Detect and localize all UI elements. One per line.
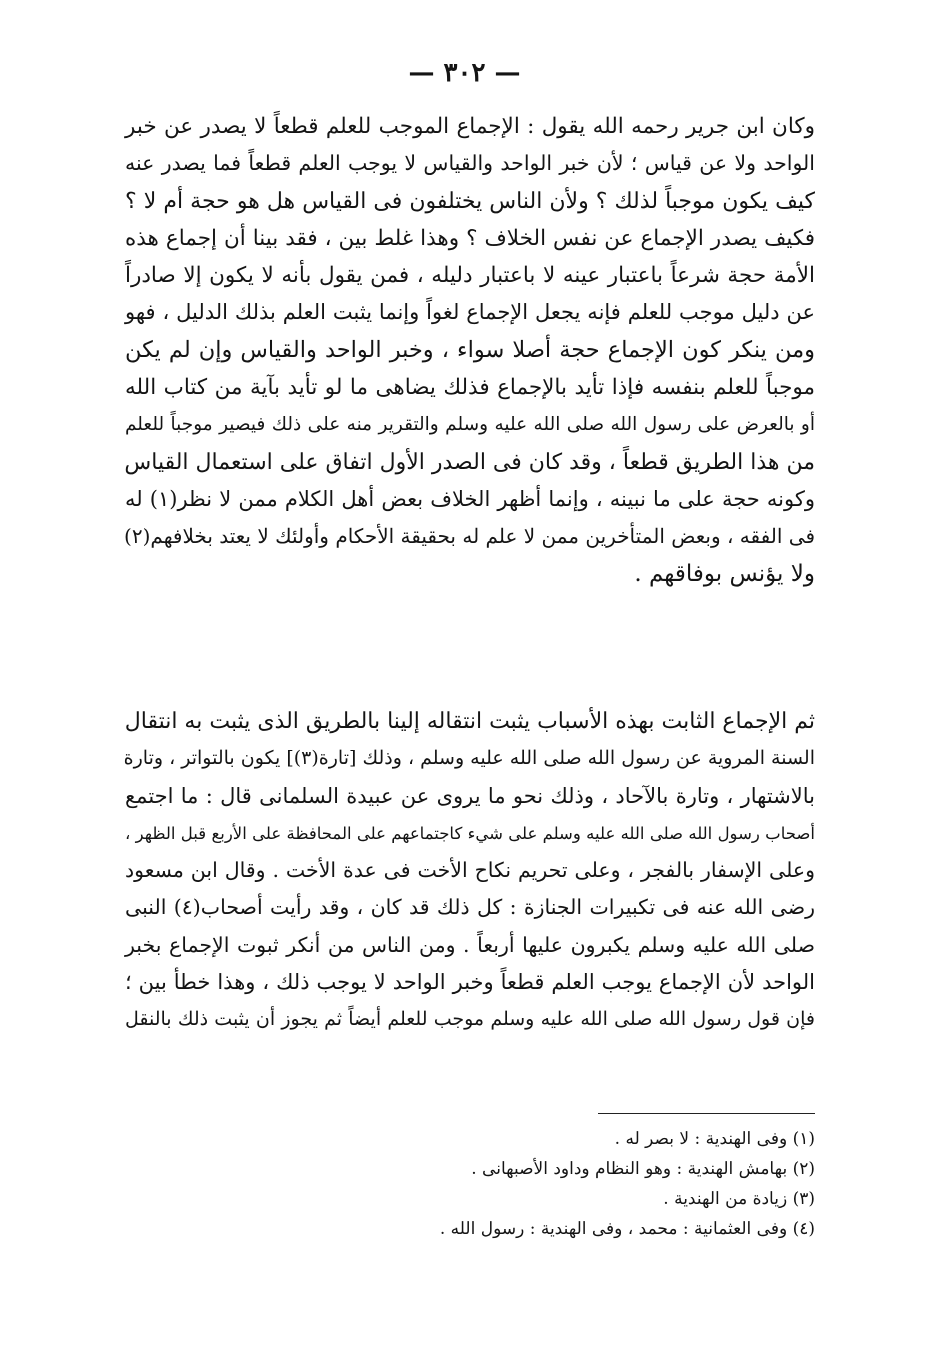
text-line: أصحاب رسول الله صلى الله عليه وسلم على شيء كاجتماعهم على المحافظة على الأربع قبل الظهر ، — [125, 823, 815, 843]
text-line: عن دليل موجب للعلم فإنه يجعل الإجماع لغواً وإنما يثبت العلم بذلك الدليل ، فهو — [125, 300, 815, 325]
text-line: رضى الله عنه فى تكبيرات الجنازة : كل ذلك قد كان ، وقد رأيت أصحاب(٤) النبى — [125, 895, 816, 920]
text-line: فكيف يصدر الإجماع عن نفس الخلاف ؟ وهذا غلط بين ، فقد بينا أن إجماع هذه — [125, 225, 815, 251]
footnote-1: (١) وفى الهندية : لا بصر له . — [614, 1129, 815, 1149]
text-line: ثم الإجماع الثابت بهذه الأسباب يثبت انتقاله إلينا بالطريق الذى يثبت به انتقال — [124, 709, 815, 734]
text-line: السنة المروية عن رسول الله صلى الله عليه وسلم ، وذلك [تارة(٣)] يكون بالتواتر ، وتارة — [123, 747, 815, 770]
text-line: الواحد لأن الإجماع يوجب العلم قطعاً وخبر الواحد لا يوجب ذلك ، وهذا خطأ بين ؛ — [125, 970, 815, 995]
text-line: بالاشتهار ، وتارة بالآحاد ، وذلك نحو ما يروى عن عبيدة السلمانى قال : ما اجتمع — [125, 783, 815, 808]
footnote-3: (٣) زيادة من الهندية . — [663, 1189, 815, 1209]
footnote-2: (٢) بهامش الهندية : وهو النظام وداود الأصبهانى . — [471, 1159, 815, 1179]
text-line: ولا يؤنس بوفاقهم . — [634, 560, 815, 587]
text-line: من هذا الطريق قطعاً ، وقد كان فى الصدر الأول اتفاق على استعمال القياس — [124, 449, 815, 475]
text-line: فى الفقه ، وبعض المتأخرين ممن لا علم له بحقيقة الأحكام وأولئك لا يعتد بخلافهم(٢) — [124, 524, 815, 549]
text-line: الواحد ولا عن قياس ؛ لأن خبر الواحد والقياس لا يوجب العلم قطعاً فما يصدر عنه — [125, 151, 815, 176]
text-line: فإن قول رسول الله صلى الله عليه وسلم موجب للعلم أيضاً ثم يجوز أن يثبت ذلك بالنقل — [125, 1008, 815, 1031]
text-line: ومن ينكر كون الإجماع حجة أصلا سواء ، وخبر الواحد والقياس وإن لم يكن — [125, 336, 815, 363]
paragraph-2 — [125, 703, 815, 1039]
text-line: موجباً للعلم بنفسه فإذا تأيد بالإجماع فذلك يضاهى ما لو تأيد بآية من كتاب الله — [125, 375, 815, 401]
page-number: — ٣٠٢ — — [408, 58, 521, 88]
text-line: وعلى الإسفار بالفجر ، وعلى تحريم نكاح الأخت فى عدة الأخت . وقال ابن مسعود — [125, 858, 815, 883]
text-line: أو بالعرض على رسول الله صلى الله عليه وسلم والتقرير منه على ذلك فيصير موجباً للعلم — [125, 414, 815, 436]
footnotes — [300, 1124, 815, 1244]
footnote-4: (٤) وفى العثمانية : محمد ، وفى الهندية : رسول الله . — [439, 1219, 815, 1239]
text-line: وكان ابن جرير رحمه الله يقول : الإجماع الموجب للعلم قطعاً لا يصدر عن خبر — [125, 114, 815, 139]
paragraph-1 — [125, 108, 815, 593]
text-line: الأمة حجة شرعاً باعتبار عينه لا باعتبار دليله ، فمن يقول بأنه لا يكون إلا صادراً — [125, 263, 815, 289]
footnote-divider — [598, 1113, 815, 1114]
text-line: كيف يكون موجباً لذلك ؟ ولأن الناس يختلفون فى القياس هل هو حجة أم لا ؟ — [125, 188, 815, 214]
text-line: صلى الله عليه وسلم يكبرون عليها أربعاً . ومن الناس من أنكر ثبوت الإجماع بخبر — [125, 932, 815, 957]
text-line: وكونه حجة على ما نبينه ، وإنما أظهر الخلاف بعض أهل الكلام ممن لا نظر(١) له — [125, 486, 815, 511]
